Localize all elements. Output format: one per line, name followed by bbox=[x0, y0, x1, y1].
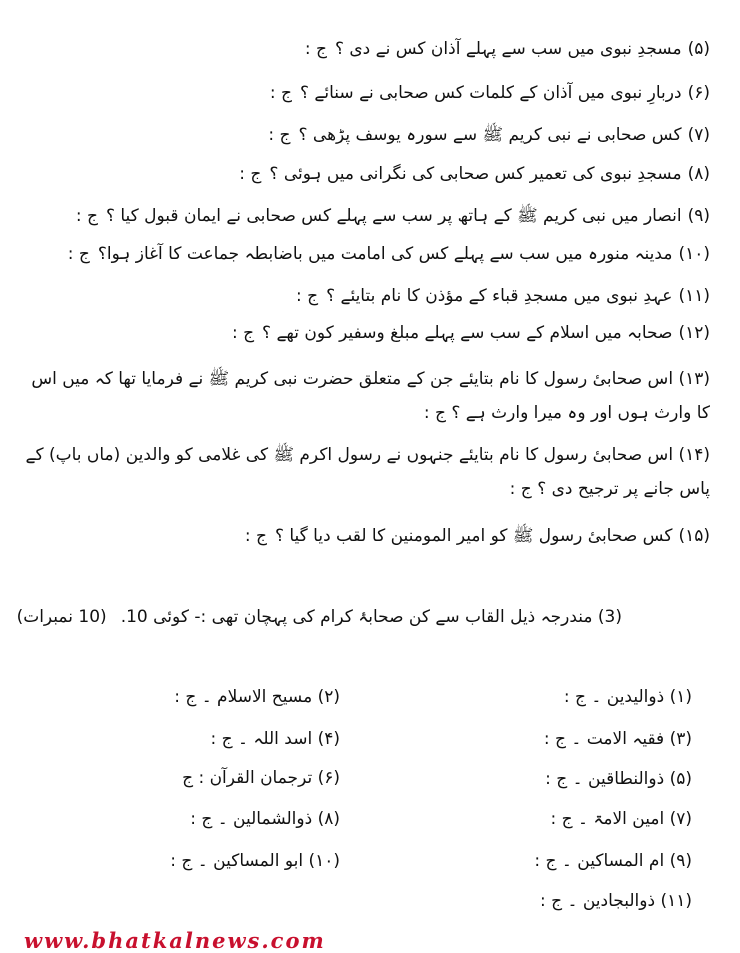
question-number: (۱۵) bbox=[678, 526, 710, 546]
answer-label: ج : bbox=[295, 286, 319, 306]
question-text: اس صحابیٔ رسول کا نام بتایئے جن کے متعلق حضرت نبی کریم ﷺ نے فرمایا تھا کہ میں اس کا وارث ہوں اور وہ میرا وارث ہے ؟ bbox=[31, 369, 710, 423]
question-number: (۶) bbox=[687, 83, 710, 103]
question-12 bbox=[232, 322, 710, 344]
question-number: (۱۰) bbox=[678, 244, 710, 264]
title-item-11: (۱۱) ذوالبجادین ۔ ج : bbox=[539, 891, 692, 911]
title-item-6: (۶) ترجمان القرآن : ج bbox=[182, 768, 340, 788]
section-3-title: (3) مندرجہ ذیل القاب سے کن صحابۂ کرام کی پہچان تھی :- کوئی 10. bbox=[120, 607, 622, 627]
answer-label: ج : bbox=[423, 403, 446, 423]
question-text: صحابہ میں اسلام کے سب سے پہلے مبلغ وسفیر کون تھے ؟ bbox=[262, 323, 673, 343]
answer-label: ج : bbox=[244, 526, 267, 546]
question-text: انصار میں نبی کریم ﷺ کے ہاتھ پر سب سے پہلے کس صحابی نے ایمان قبول کیا ؟ bbox=[105, 206, 682, 226]
title-item-2: (۲) مسیح الاسلام ۔ ج : bbox=[174, 687, 340, 707]
question-text: مسجدِ نبوی میں سب سے پہلے آذان کس نے دی ؟ bbox=[334, 39, 682, 59]
question-9 bbox=[76, 205, 710, 227]
answer-label: ج : bbox=[75, 206, 98, 226]
section-3-marks: (10 نمبرات) bbox=[16, 607, 107, 627]
question-text: کس صحابیٔ رسول ﷺ کو امیر المومنین کا لقب دیا گیا ؟ bbox=[274, 526, 673, 546]
question-number: (۱۲) bbox=[678, 323, 710, 343]
question-5 bbox=[305, 38, 710, 60]
website-footer: www.bhatkalnews.com bbox=[24, 928, 326, 953]
answer-label: ج : bbox=[269, 83, 292, 103]
section-3-heading bbox=[17, 606, 622, 627]
question-15 bbox=[245, 525, 710, 547]
question-6 bbox=[270, 82, 710, 104]
question-number: (۱۴) bbox=[678, 445, 710, 465]
question-8 bbox=[239, 163, 710, 185]
question-number: (۸) bbox=[687, 164, 710, 184]
question-number: (۷) bbox=[687, 125, 710, 145]
question-number: (۱۱) bbox=[678, 286, 710, 306]
answer-label: ج : bbox=[67, 244, 90, 264]
answer-label: ج : bbox=[509, 479, 532, 499]
question-14 bbox=[18, 438, 710, 506]
question-11 bbox=[296, 285, 710, 307]
question-text: عہدِ نبوی میں مسجدِ قباء کے مؤذن کا نام بتایئے ؟ bbox=[326, 286, 673, 306]
answer-label: ج : bbox=[304, 39, 327, 59]
question-text: مدینہ منورہ میں سب سے پہلے کس کی امامت میں باضابطہ جماعت کا آغاز ہوا؟ bbox=[97, 244, 673, 264]
question-text: مسجدِ نبوی کی تعمیر کس صحابی کی نگرانی میں ہوئی ؟ bbox=[269, 164, 682, 184]
question-10 bbox=[68, 243, 710, 265]
question-text: کس صحابی نے نبی کریم ﷺ سے سورہ یوسف پڑھی ؟ bbox=[298, 125, 682, 145]
question-text: اس صحابیٔ رسول کا نام بتایئے جنہوں نے رسول اکرم ﷺ کی غلامی کو والدین (ماں باپ) کے پاس جانے پر ترجیح دی ؟ bbox=[25, 445, 710, 499]
answer-label: ج : bbox=[231, 323, 255, 343]
title-item-4: (۴) اسد اللہ ۔ ج : bbox=[210, 729, 340, 749]
title-item-9: (۹) ام المساکین ۔ ج : bbox=[534, 851, 692, 871]
title-item-1: (۱) ذوالیدین ۔ ج : bbox=[563, 687, 692, 707]
title-item-5: (۵) ذوالنطاقین ۔ ج : bbox=[545, 769, 692, 789]
question-number: (۵) bbox=[687, 39, 710, 59]
question-number: (۹) bbox=[687, 206, 710, 226]
title-item-8: (۸) ذوالشمالین ۔ ج : bbox=[190, 809, 340, 829]
answer-label: ج : bbox=[268, 125, 291, 145]
title-item-7: (۷) امین الامۃ ۔ ج : bbox=[550, 809, 692, 829]
question-7 bbox=[268, 124, 710, 146]
title-item-10: (۱۰) ابو المساکین ۔ ج : bbox=[170, 851, 340, 871]
question-number: (۱۳) bbox=[678, 369, 710, 389]
question-13 bbox=[18, 362, 710, 430]
answer-label: ج : bbox=[239, 164, 262, 184]
title-item-3: (۳) فقیہ الامت ۔ ج : bbox=[543, 729, 692, 749]
question-text: دربارِ نبوی میں آذان کے کلمات کس صحابی نے سنائے ؟ bbox=[300, 83, 682, 103]
